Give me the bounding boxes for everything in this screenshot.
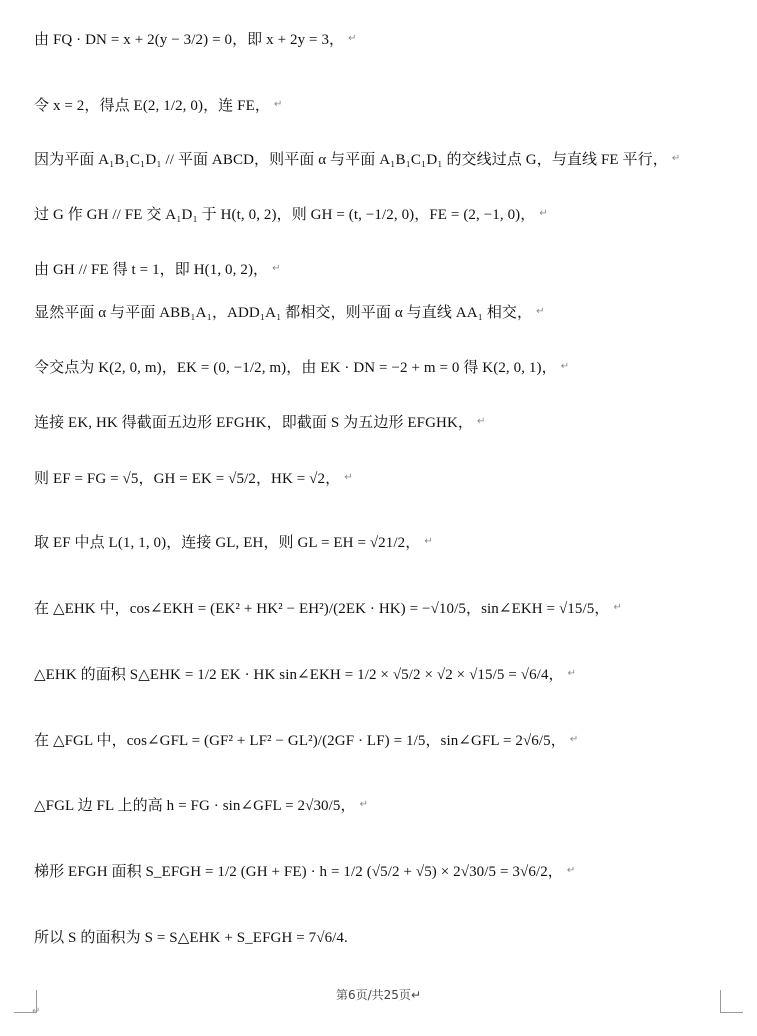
solution-line-10	[34, 521, 734, 561]
solution-line-13	[34, 719, 734, 759]
paragraph-mark-icon: ↵	[410, 988, 421, 1002]
paragraph-mark-icon: ↵	[273, 98, 283, 110]
line-text: 连接 EK, HK 得截面五边形 EFGHK，即截面 S 为五边形 EFGHK，	[34, 414, 474, 431]
paragraph-mark-icon: ↵	[359, 798, 368, 810]
line-text: 因为平面 A₁B₁C₁D₁ // 平面 ABCD，则平面 α 与平面 A₁B₁C₁D₁ 的交线过点 G，与直线 FE 平行，	[34, 151, 668, 168]
line-text: 在 △EHK 中，cos∠EKH = (EK² + HK² − EH²)/(2EK · HK) = −√10/5，sin∠EKH = √15/5，	[34, 600, 610, 617]
line-text: 令交点为 K(2, 0, m)，EK = (0, −1/2, m)，由 EK · DN = −2 + m = 0 得 K(2, 0, 1)，	[34, 359, 557, 376]
paragraph-mark-icon: ↵	[613, 601, 622, 613]
solution-line-4	[34, 193, 734, 233]
paragraph-mark-icon: ↵	[567, 667, 577, 679]
line-text: 显然平面 α 与平面 ABB₁A₁，ADD₁A₁ 都相交，则平面 α 与直线 AA₁ 相交，	[34, 304, 533, 321]
paragraph-mark-icon: ↵	[477, 415, 486, 427]
solution-line-3	[34, 138, 734, 178]
paragraph-mark-icon: ↵	[344, 471, 353, 483]
line-text: 令 x = 2，得点 E(2, 1/2, 0)，连 FE，	[34, 97, 270, 114]
solution-line-6	[34, 291, 734, 331]
line-text: 由 FQ · DN = x + 2(y − 3/2) = 0，即 x + 2y = 3，	[34, 31, 345, 48]
page-number: 第6页/共25页	[335, 988, 411, 1002]
solution-line-9	[34, 457, 734, 497]
line-text: 由 GH // FE 得 t = 1，即 H(1, 0, 2)，	[34, 261, 269, 278]
solution-line-15	[34, 850, 734, 890]
line-text: △EHK 的面积 S△EHK = 1/2 EK · HK sin∠EKH = 1/2 × √5/2 × √2 × √15/5 = √6/4，	[34, 666, 564, 683]
paragraph-mark-icon: ↵	[536, 305, 545, 317]
solution-line-1	[34, 18, 734, 58]
paragraph-mark-icon: ↵	[32, 1006, 41, 1017]
paragraph-mark-icon: ↵	[424, 535, 433, 547]
line-text: 取 EF 中点 L(1, 1, 0)，连接 GL, EH，则 GL = EH = √21/2，	[34, 534, 421, 551]
paragraph-mark-icon: ↵	[566, 864, 576, 876]
paragraph-mark-icon: ↵	[560, 360, 570, 372]
paragraph-mark-icon: ↵	[539, 207, 548, 219]
solution-line-5	[34, 248, 734, 288]
solution-line-8	[34, 401, 734, 441]
paragraph-mark-icon: ↵	[348, 32, 357, 44]
solution-line-14	[34, 784, 734, 824]
solution-line-2	[34, 84, 734, 124]
line-text: 过 G 作 GH // FE 交 A₁D₁ 于 H(t, 0, 2)，则 GH = (t, −1/2, 0)，FE = (2, −1, 0)，	[34, 206, 536, 223]
line-text: 所以 S 的面积为 S = S△EHK + S_EFGH = 7√6/4.	[34, 929, 348, 946]
paragraph-mark-icon: ↵	[272, 262, 281, 274]
solution-line-12	[34, 653, 734, 693]
line-text: 则 EF = FG = √5，GH = EK = √5/2，HK = √2，	[34, 470, 341, 487]
solution-line-16	[34, 916, 734, 956]
paragraph-mark-icon: ↵	[671, 152, 681, 164]
line-text: △FGL 边 FL 上的高 h = FG · sin∠GFL = 2√30/5，	[34, 797, 356, 814]
solution-line-11	[34, 587, 734, 627]
line-text: 梯形 EFGH 面积 S_EFGH = 1/2 (GH + FE) · h = 1/2 (√5/2 + √5) × 2√30/5 = 3√6/2，	[34, 863, 563, 880]
solution-line-7	[34, 346, 734, 386]
line-text: 在 △FGL 中，cos∠GFL = (GF² + LF² − GL²)/(2GF · LF) = 1/5，sin∠GFL = 2√6/5，	[34, 732, 566, 749]
page-footer	[0, 986, 757, 1003]
paragraph-mark-icon: ↵	[569, 733, 579, 745]
